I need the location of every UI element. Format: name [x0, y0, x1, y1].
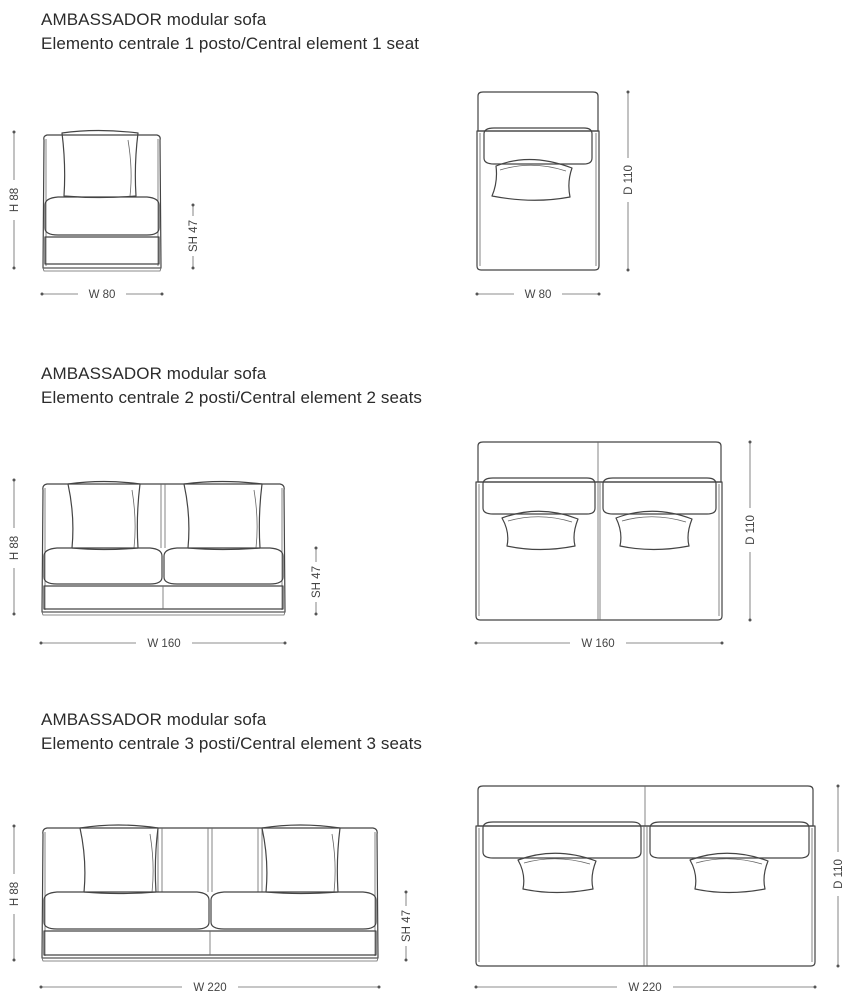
height-label: H 88	[9, 187, 21, 213]
width-label: W 160	[147, 638, 181, 650]
width-label: W 220	[193, 982, 227, 994]
seat-height-label: SH 47	[188, 220, 200, 252]
height-label: H 88	[9, 535, 21, 561]
title-line-2: Elemento centrale 2 posti/Central element 2 seats	[41, 388, 422, 407]
seat-height-label: SH 47	[401, 910, 413, 942]
title-line-1: AMBASSADOR modular sofa	[41, 710, 267, 729]
top-width-label: W 220	[628, 982, 662, 994]
depth-label: D 110	[745, 515, 757, 545]
seat-height-label: SH 47	[311, 566, 323, 598]
title-line-2: Elemento centrale 1 posto/Central element 1 seat	[41, 34, 420, 53]
title-line-1: AMBASSADOR modular sofa	[41, 10, 267, 29]
depth-label: D 110	[623, 165, 635, 195]
top-width-label: W 80	[524, 289, 552, 301]
width-label: W 80	[88, 289, 116, 301]
depth-label: D 110	[833, 859, 845, 889]
height-label: H 88	[9, 881, 21, 907]
title-line-1: AMBASSADOR modular sofa	[41, 364, 267, 383]
top-width-label: W 160	[581, 638, 615, 650]
top-view-3-seats	[475, 785, 847, 996]
title-line-2: Elemento centrale 3 posti/Central element 3 seats	[41, 734, 422, 753]
